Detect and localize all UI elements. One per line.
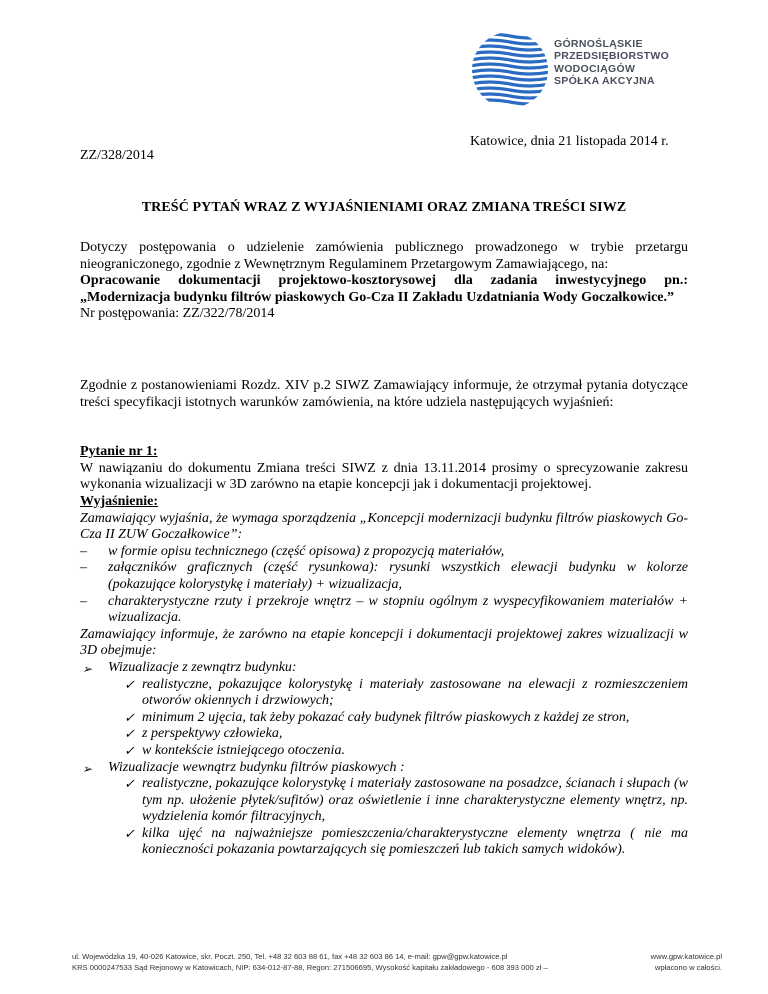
water-wave-logo-icon	[470, 30, 550, 110]
intro-text: Dotyczy postępowania o udzielenie zamówienia publicznego prowadzonego w trybie przetargu nieograniczonego, zgodnie z Wewnętrznym Regulaminem Przetargowym Zamawiającego, na:	[80, 240, 688, 272]
list-item	[80, 776, 688, 826]
list-item-text: kilka ujęć na najważniejsze pomieszczenia/charakterystyczne elementy wnętrza ( nie ma konieczności pokazania powtarzających się pomieszczeń lub takich samych widoków).	[142, 825, 688, 858]
list-item-text: minimum 2 ujęcia, tak żeby pokazać cały budynek filtrów piaskowych z każdej ze stron,	[142, 709, 630, 725]
footer-registration: KRS 0000247533 Sąd Rejonowy w Katowicach, NIP: 634-012-87-88, Regon: 271506695, Wysokość kapitału zakładowego - 608 393 000 zł –	[72, 962, 548, 972]
company-name-line: SPÓŁKA AKCYJNA	[554, 75, 655, 88]
answer-label: Wyjaśnienie:	[80, 494, 159, 509]
company-logo	[470, 30, 730, 110]
list-item	[80, 544, 688, 561]
footer-website[interactable]: www.gpw.katowice.pl	[650, 952, 722, 961]
question-text: W nawiązaniu do dokumentu Zmiana treści SIWZ z dnia 13.11.2014 prosimy o sprecyzowanie zakresu wykonania wizualizacji w 3D zarówno na etapie koncepcji jak i dokumentacji projektowej.	[80, 460, 688, 493]
check-icon: ✓	[124, 726, 135, 742]
list-item-text: w formie opisu technicznego (część opisowa) z propozycją materiałów,	[108, 543, 505, 559]
intro-section	[80, 240, 688, 323]
company-name-line: WODOCIĄGÓW	[554, 62, 636, 75]
document-title: TREŚĆ PYTAŃ WRAZ Z WYJAŚNIENIAMI ORAZ ZMIANA TREŚCI SIWZ	[141, 200, 627, 215]
company-name-line: GÓRNOŚLĄSKIE	[554, 38, 643, 50]
arrow-bullet-icon: ➢	[82, 761, 93, 776]
arrow-bullet-icon: ➢	[82, 661, 93, 676]
list-item-text: charakterystyczne rzuty i przekroje wnętrz – w stopniu ogólnym z wyspecyfikowaniem materiałów + wizualizacja.	[108, 593, 688, 626]
list-item-text: w kontekście istniejącego otoczenia.	[142, 742, 345, 758]
footer-address: ul. Wojewódzka 19, 40-026 Katowice, skr. Poczt. 250, Tel. +48 32 603 88 61, fax +48 32 603 86 14, e-mail: gpw@gpw.katowice.pl	[72, 952, 508, 961]
document-date: Katowice, dnia 21 listopada 2014 r.	[470, 134, 669, 149]
reference-number: ZZ/328/2014	[80, 148, 154, 163]
dash-bullet-icon: –	[80, 593, 87, 609]
list-item	[80, 726, 688, 743]
list-item-text: realistyczne, pokazujące kolorystykę i materiały zastosowane na posadzce, ścianach i słupach (w tym np. ułożenie płytek/sufitów) oraz oświetlenie i inne charakterystyczne elementy wnętrz, np. wydzielenia komór filtracyjnych,	[142, 776, 688, 825]
notice-paragraph: Zgodnie z postanowieniami Rozdz. XIV p.2 SIWZ Zamawiający informuje, że otrzymał pytania dotyczące treści specyfikacji istotnych warunków zamówienia, na które udziela następujących wyjaśnień:	[80, 378, 688, 410]
answer-intro: Zamawiający wyjaśnia, że wymaga sporządzenia „Koncepcji modernizacji budynku filtrów piaskowych Go-Cza II ZUW Goczałkowice”:	[80, 510, 688, 543]
interior-label: Wizualizacje wewnątrz budynku filtrów piaskowych :	[108, 759, 405, 775]
list-item	[80, 677, 688, 710]
list-item-text: realistyczne, pokazujące kolorystykę i materiały zastosowane na elewacji z rozmieszczeniem otworów okiennych i drzwiowych;	[142, 676, 688, 709]
footer-line	[72, 963, 722, 974]
page-footer	[72, 952, 722, 973]
company-name-line: PRZEDSIĘBIORSTWO	[554, 50, 670, 63]
footer-line	[72, 952, 722, 963]
list-item	[80, 560, 688, 593]
list-item	[80, 594, 688, 627]
exterior-heading	[80, 660, 688, 677]
dash-bullet-icon: –	[80, 560, 87, 576]
list-item-text: z perspektywy człowieka,	[142, 726, 283, 742]
list-item	[80, 710, 688, 727]
scope-intro: Zamawiający informuje, że zarówno na etapie koncepcji i dokumentacji projektowej zakres wizualizacji w 3D obejmuje:	[80, 626, 688, 659]
procedure-number: Nr postępowania: ZZ/322/78/2014	[80, 306, 275, 322]
answer-section	[80, 494, 688, 859]
check-icon: ✓	[124, 709, 135, 725]
check-icon: ✓	[124, 742, 135, 758]
dash-bullet-icon: –	[80, 543, 87, 559]
list-item-text: załączników graficznych (część rysunkowa): rysunki wszystkich elewacji budynku w kolorze (pokazujące kolorystykę i materiały) + wizualizacja,	[108, 560, 688, 592]
project-name: Opracowanie dokumentacji projektowo-kosztorysowej dla zadania inwestycyjnego pn.: „Modernizacja budynku filtrów piaskowych Go-Cza II Zakładu Uzdatniania Wody Goczałkowice.”	[80, 273, 688, 305]
interior-heading	[80, 760, 688, 777]
question-label: Pytanie nr 1:	[80, 444, 158, 459]
list-item	[80, 743, 688, 760]
check-icon: ✓	[124, 825, 135, 841]
footer-capital-note: wpłacono w całości.	[654, 962, 722, 972]
check-icon: ✓	[124, 676, 135, 692]
company-name	[554, 38, 669, 88]
check-icon: ✓	[124, 776, 135, 792]
list-item	[80, 826, 688, 859]
question-section	[80, 444, 688, 494]
exterior-label: Wizualizacje z zewnątrz budynku:	[108, 659, 297, 675]
